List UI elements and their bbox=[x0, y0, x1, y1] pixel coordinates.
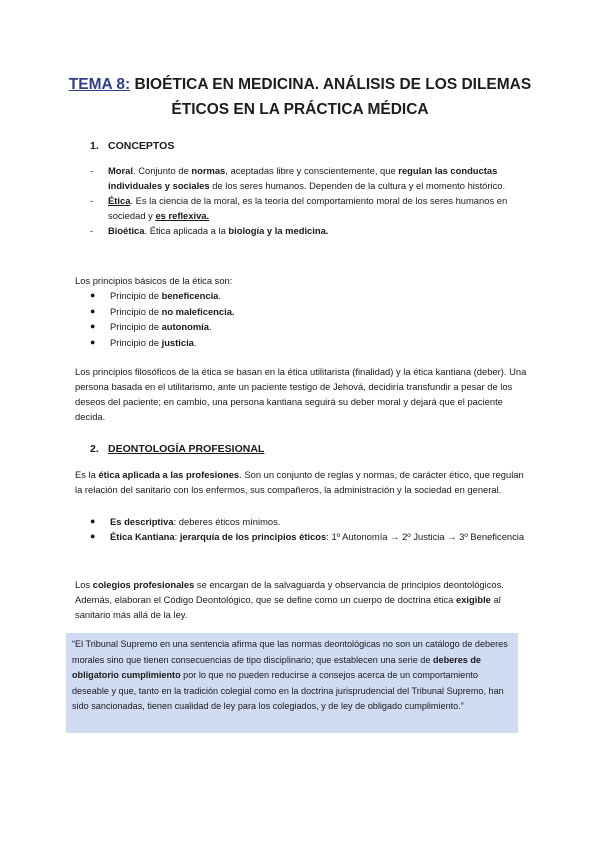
bullet-icon: ● bbox=[90, 531, 96, 541]
bullet-icon: ● bbox=[90, 305, 96, 316]
section-heading-conceptos bbox=[90, 140, 174, 152]
colegios-paragraph: Los colegios profesionales se encargan de la salvaguarda y observancia de principios deontológicos. Además, elaboran el Código Deontológico, que se define como un cuerpo de doctrina ética exigible al sanitario más allá de la ley. bbox=[75, 579, 504, 620]
dash-bullet: - bbox=[90, 165, 94, 176]
principles-intro: Los principios básicos de la ética son: bbox=[75, 275, 233, 286]
section-heading-deontologia bbox=[90, 443, 264, 455]
principle-item: ● Principio de no maleficencia. bbox=[90, 304, 530, 320]
definition-moral: - Moral. Conjunto de normas, aceptadas libre y conscientemente, que regulan las conductas individuales y sociales de los seres humanos. Dependen de la cultura y el momento histórico. bbox=[90, 165, 506, 191]
term: Ética bbox=[108, 195, 131, 206]
page-title bbox=[60, 72, 540, 122]
term: Bioética bbox=[108, 225, 145, 236]
definition-bioetica: - Bioética. Ética aplicada a la biología y la medicina. bbox=[90, 225, 329, 236]
definitions-list bbox=[90, 163, 530, 238]
deontology-paragraph: Es la ética aplicada a las profesiones. Son un conjunto de reglas y normas, de carácter ético, que regulan la relación del sanitario con los enfermos, sus compañeros, la administración y la sociedad en general. bbox=[75, 469, 524, 495]
bullet-icon: ● bbox=[90, 321, 96, 331]
deontology-item: ● Ética Kantiana: jerarquía de los principios éticos: 1º Autonomía → 2º Justicia → 3º Beneficencia bbox=[90, 531, 525, 542]
dash-bullet: - bbox=[90, 225, 94, 236]
title-topic-number: TEMA 8: bbox=[68, 76, 131, 93]
term: Moral bbox=[108, 165, 134, 176]
supreme-court-quote: “El Tribunal Supremo en una sentencia afirma que las normas deontológicas no son un catálogo de deberes morales sino que tienen consecuencias de tipo disciplinario; que establecen una serie de deberes de obligatorio cumplimiento por lo que no pueden reducirse a consejos acerca de un comportamiento deseable y que, tanto en la tradición colegial como en la doctrina jurisprudencial del Tribunal Supremo, han sido sancionadas, tienen cualidad de ley para los colegiados, y de ley de obligado cumplimiento.” bbox=[66, 633, 518, 733]
philosophy-paragraph: Los principios filosóficos de la ética se basan en la ética utilitarista (finalidad) y la ética kantiana (deber). Una persona basada en el utilitarismo, ante un paciente testigo de Jehová, decidiría transfundir a pesar de los deseos del paciente; en cambio, una persona kantiana seguirá su deber moral y dejará que el paciente decida. bbox=[75, 366, 527, 422]
title-line-2: ÉTICOS EN LA PRÁCTICA MÉDICA bbox=[171, 101, 429, 118]
section-label: DEONTOLOGÍA PROFESIONAL bbox=[108, 443, 265, 455]
title-line-1: BIOÉTICA EN MEDICINA. ANÁLISIS DE LOS DILEMAS bbox=[134, 76, 532, 93]
principle-item: ● Principio de autonomía. bbox=[90, 319, 530, 335]
dash-bullet: - bbox=[90, 195, 94, 206]
bullet-icon: ● bbox=[90, 336, 96, 347]
section-number: 2. bbox=[90, 443, 99, 455]
principle-item: ● Principio de beneficencia. bbox=[90, 288, 530, 304]
section-label: CONCEPTOS bbox=[108, 140, 175, 152]
principle-item: ● Principio de justicia. bbox=[90, 335, 530, 351]
section-number: 1. bbox=[90, 140, 99, 152]
deontology-list bbox=[90, 514, 530, 544]
principles-list bbox=[90, 288, 530, 350]
bullet-icon: ● bbox=[90, 516, 96, 526]
deontology-item: ● Es descriptiva: deberes éticos mínimos. bbox=[90, 516, 281, 527]
bullet-icon: ● bbox=[90, 290, 96, 300]
definition-etica: - Ética. Es la ciencia de la moral, es la teoría del comportamiento moral de los seres humanos en sociedad y es reflexiva. bbox=[90, 195, 508, 221]
